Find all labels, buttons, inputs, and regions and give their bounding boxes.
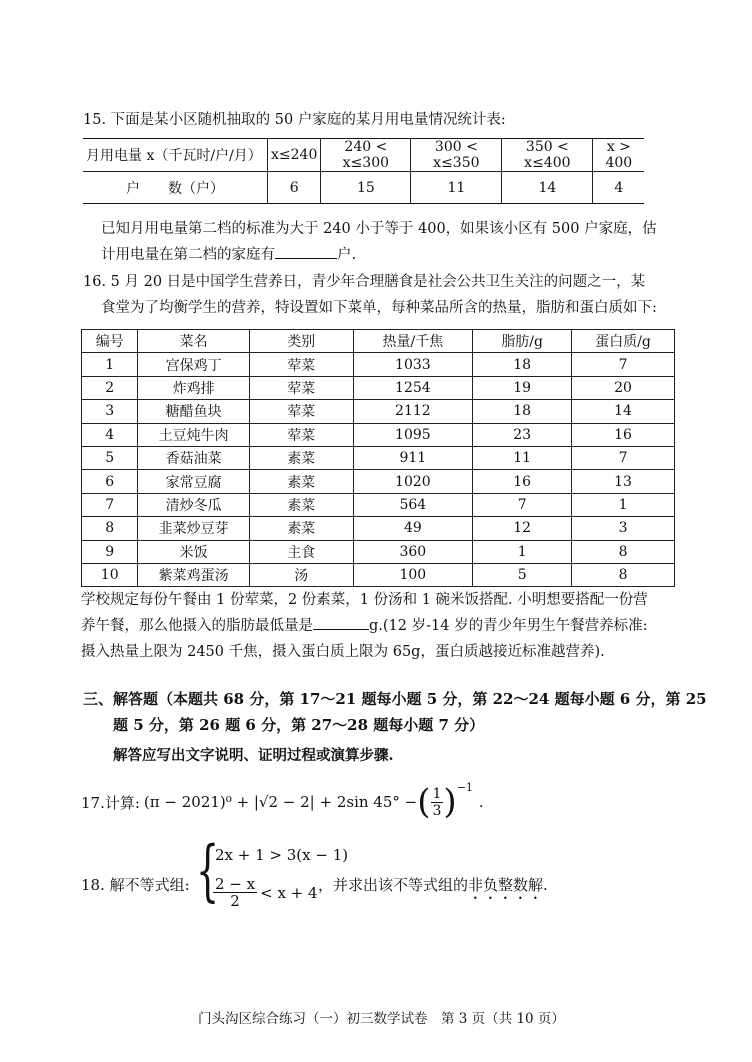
table-cell: 3 bbox=[82, 400, 138, 423]
q18-label: 18. 解不等式组: bbox=[81, 876, 190, 894]
table-cell: 16 bbox=[572, 423, 675, 446]
table-cell: 主食 bbox=[249, 540, 353, 563]
q16-after-line2 bbox=[81, 614, 647, 635]
table-cell: 20 bbox=[572, 376, 675, 399]
table-cell: 100 bbox=[353, 563, 473, 586]
table-header-label: 月用电量 x（千瓦时/户/月） bbox=[83, 139, 268, 172]
table-cell: 19 bbox=[473, 376, 572, 399]
table-cell: 16 bbox=[473, 470, 572, 493]
table-row bbox=[82, 423, 675, 446]
table-header-cell: 300 < x≤350 bbox=[411, 139, 502, 172]
table-cell: 糖醋鱼块 bbox=[138, 400, 249, 423]
q15-intro: 15. 下面是某小区随机抽取的 50 户家庭的某月用电量情况统计表: bbox=[83, 112, 506, 128]
table-cell: 素菜 bbox=[249, 517, 353, 540]
q18-tail bbox=[318, 874, 548, 903]
table-cell: 7 bbox=[572, 353, 675, 376]
q16-after-line3: 摄入热量上限为 2450 千焦，摄入蛋白质上限为 65g，蛋白质越接近标准越营养). bbox=[81, 644, 605, 660]
table-row bbox=[82, 563, 675, 586]
table-header-cell: 蛋白质/g bbox=[572, 330, 675, 353]
table-header-cell: 类别 bbox=[249, 330, 353, 353]
table-row bbox=[82, 400, 675, 423]
q15-text-before: 计用电量在第二档的家庭有 bbox=[101, 247, 275, 263]
q16-line1: 16. 5 月 20 日是中国学生营养日，青少年合理膳食是社会公共卫生关注的问题之一，某 bbox=[83, 274, 646, 290]
table-row bbox=[82, 517, 675, 540]
table-cell: 2 bbox=[82, 376, 138, 399]
table-cell: 香菇油菜 bbox=[138, 446, 249, 469]
table-cell: 3 bbox=[572, 517, 675, 540]
section3-title-line1: 三、解答题（本题共 68 分，第 17～21 题每小题 5 分，第 22～24 题每小题 6 分，第 25 bbox=[83, 690, 707, 708]
table-cell: 12 bbox=[473, 517, 572, 540]
q18-tail-emphasis: 非负整数解 bbox=[468, 876, 544, 894]
q18-tail-before: ，并求出该不等式组的 bbox=[318, 876, 469, 894]
table-cell: 8 bbox=[572, 540, 675, 563]
table-cell: 1 bbox=[82, 353, 138, 376]
table-cell: 10 bbox=[82, 563, 138, 586]
q15-text-line1: 已知月用电量第二档的标准为大于 240 小于等于 400，如果该小区有 500 户家庭，估 bbox=[101, 221, 657, 237]
q17-fraction bbox=[431, 786, 444, 819]
table-cell: 荤菜 bbox=[249, 353, 353, 376]
table-cell: 紫菜鸡蛋汤 bbox=[138, 563, 249, 586]
table-cell: 素菜 bbox=[249, 446, 353, 469]
table-cell: 13 bbox=[572, 470, 675, 493]
table-cell: 7 bbox=[572, 446, 675, 469]
table-cell: 11 bbox=[473, 446, 572, 469]
table-cell: 素菜 bbox=[249, 493, 353, 516]
table-cell: 1033 bbox=[353, 353, 473, 376]
table-row bbox=[82, 493, 675, 516]
fraction-numerator: 1 bbox=[432, 785, 442, 802]
brace-icon: { bbox=[196, 832, 220, 909]
table-cell: 1254 bbox=[353, 376, 473, 399]
table-cell: 韭菜炒豆芽 bbox=[138, 517, 249, 540]
table-cell: 14 bbox=[502, 172, 593, 204]
table-cell: 14 bbox=[572, 400, 675, 423]
q16-after-line1: 学校规定每份午餐由 1 份荤菜，2 份素菜，1 份汤和 1 碗米饭搭配. 小明想要搭配一份营 bbox=[81, 592, 648, 608]
table-header-row bbox=[82, 330, 675, 353]
table-cell: 911 bbox=[353, 446, 473, 469]
inequality-1: 2x + 1 > 3(x − 1) bbox=[215, 846, 349, 864]
q17-exponent: −1 bbox=[456, 781, 473, 794]
table-row bbox=[83, 172, 644, 204]
table-cell: 9 bbox=[82, 540, 138, 563]
table-cell: 15 bbox=[321, 172, 411, 204]
table-cell: 2112 bbox=[353, 400, 473, 423]
section3-title-line2: 题 5 分，第 26 题 6 分，第 27～28 题每小题 7 分） bbox=[113, 716, 485, 734]
table-row bbox=[82, 540, 675, 563]
menu-nutrition-table bbox=[81, 329, 675, 587]
table-cell: 5 bbox=[473, 563, 572, 586]
inequality-2 bbox=[213, 876, 318, 909]
fraction-denominator: 2 bbox=[230, 892, 240, 910]
q17-end: . bbox=[478, 793, 484, 811]
table-cell: 18 bbox=[473, 353, 572, 376]
table-row bbox=[82, 446, 675, 469]
table-cell: 8 bbox=[82, 517, 138, 540]
table-cell: 7 bbox=[82, 493, 138, 516]
table-cell: 宫保鸡丁 bbox=[138, 353, 249, 376]
table-header-cell: 350 < x≤400 bbox=[502, 139, 593, 172]
q15-text-line2 bbox=[101, 243, 356, 264]
table-cell: 6 bbox=[268, 172, 321, 204]
table-cell: 炸鸡排 bbox=[138, 376, 249, 399]
paren-close: ) bbox=[443, 782, 457, 822]
table-cell: 1095 bbox=[353, 423, 473, 446]
table-cell: 360 bbox=[353, 540, 473, 563]
table-cell: 土豆炖牛肉 bbox=[138, 423, 249, 446]
table-header-cell: 热量/千焦 bbox=[353, 330, 473, 353]
table-cell: 6 bbox=[82, 470, 138, 493]
table-row bbox=[82, 376, 675, 399]
menu-rows bbox=[82, 353, 675, 587]
table-header-cell: 编号 bbox=[82, 330, 138, 353]
table-cell: 荤菜 bbox=[249, 423, 353, 446]
table-header-cell: 菜名 bbox=[138, 330, 249, 353]
table-cell: 荤菜 bbox=[249, 376, 353, 399]
table-cell: 4 bbox=[82, 423, 138, 446]
electricity-usage-table bbox=[83, 138, 644, 204]
answer-blank bbox=[313, 617, 369, 630]
table-row bbox=[82, 470, 675, 493]
inequality-2-rest: < x + 4 bbox=[260, 883, 318, 902]
table-cell: 7 bbox=[473, 493, 572, 516]
q16-after-after: g.(12 岁-14 岁的青少年男生午餐营养标准: bbox=[369, 618, 648, 634]
table-row-label: 户 数（户） bbox=[83, 172, 268, 204]
q17-label: 17.计算: bbox=[81, 793, 140, 812]
table-cell: 米饭 bbox=[138, 540, 249, 563]
fraction-numerator: 2 − x bbox=[215, 875, 256, 893]
table-cell: 18 bbox=[473, 400, 572, 423]
table-cell: 23 bbox=[473, 423, 572, 446]
table-cell: 1020 bbox=[353, 470, 473, 493]
table-cell: 8 bbox=[572, 563, 675, 586]
q17-expression: (π − 2021)⁰ + |√2 − 2| + 2sin 45° − bbox=[143, 793, 418, 811]
table-header-cell: 240 < x≤300 bbox=[321, 139, 411, 172]
section3-instruction: 解答应写出文字说明、证明过程或演算步骤. bbox=[113, 747, 394, 764]
table-cell: 荤菜 bbox=[249, 400, 353, 423]
q17 bbox=[81, 781, 484, 822]
table-cell: 564 bbox=[353, 493, 473, 516]
table-cell: 家常豆腐 bbox=[138, 470, 249, 493]
inequality-2-fraction bbox=[213, 876, 257, 909]
table-header-cell: x > 400 bbox=[593, 139, 645, 172]
q16-line2: 食堂为了均衡学生的营养，特设置如下菜单，每种菜品所含的热量，脂肪和蛋白质如下: bbox=[101, 300, 657, 316]
table-cell: 49 bbox=[353, 517, 473, 540]
table-cell: 1 bbox=[473, 540, 572, 563]
table-row bbox=[82, 353, 675, 376]
q16-after-before: 养午餐，那么他摄入的脂肪最低量是 bbox=[81, 618, 313, 634]
q18-tail-end: . bbox=[543, 876, 548, 894]
q15-text-after: 户. bbox=[337, 247, 357, 263]
table-row bbox=[83, 139, 644, 172]
page-footer: 门头沟区综合练习（一）初三数学试卷 第 3 页（共 10 页） bbox=[198, 1011, 565, 1027]
table-cell: 汤 bbox=[249, 563, 353, 586]
table-cell: 清炒冬瓜 bbox=[138, 493, 249, 516]
paren-open: ( bbox=[417, 782, 431, 822]
table-cell: 4 bbox=[593, 172, 645, 204]
table-cell: 5 bbox=[82, 446, 138, 469]
fraction-denominator: 3 bbox=[432, 802, 442, 819]
table-cell: 11 bbox=[411, 172, 502, 204]
table-header-cell: x≤240 bbox=[268, 139, 321, 172]
answer-blank bbox=[275, 246, 337, 259]
table-cell: 1 bbox=[572, 493, 675, 516]
table-header-cell: 脂肪/g bbox=[473, 330, 572, 353]
table-cell: 素菜 bbox=[249, 470, 353, 493]
